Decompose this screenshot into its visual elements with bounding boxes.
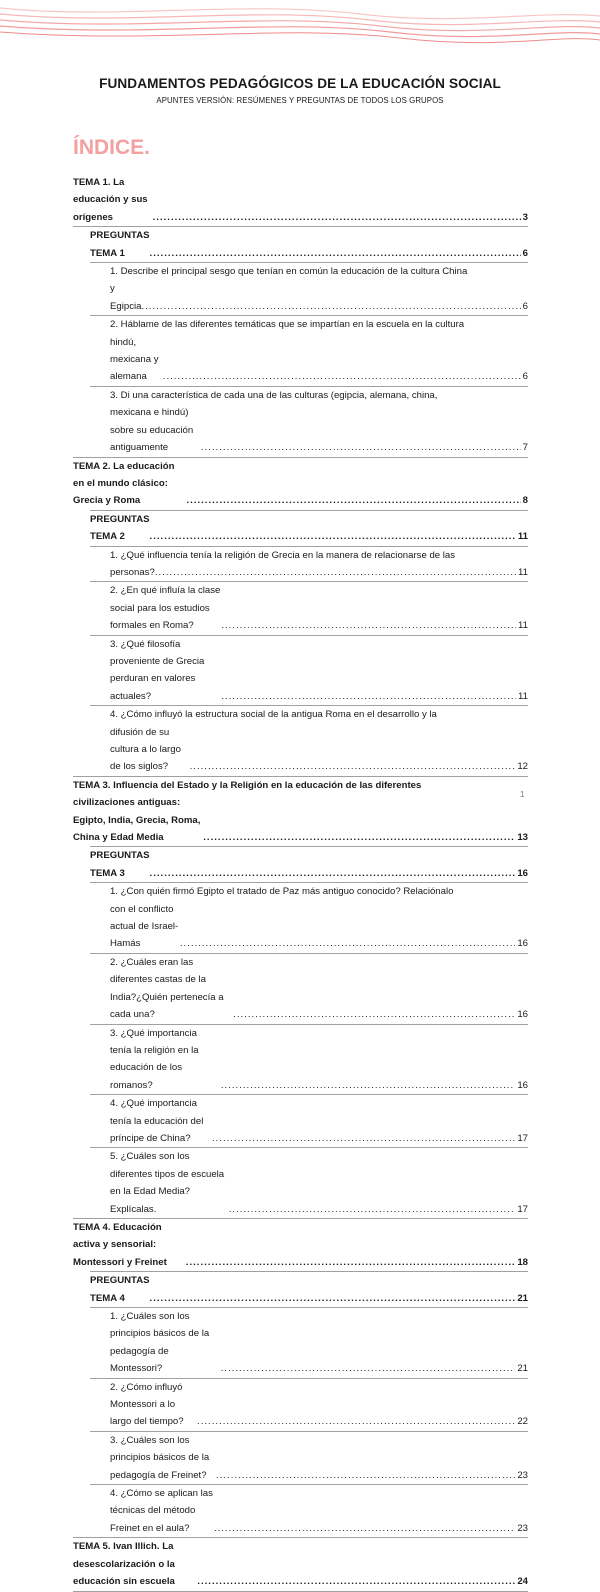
toc-entry-t4-q1[interactable]: 1. ¿Cuáles son los principios básicos de la pedagogía de Montessori? ..... 21 (73, 1308, 528, 1378)
toc-entry-tema-4[interactable]: TEMA 4. Educación activa y sensorial: Montessori y Freinet ..... 18 (73, 1219, 528, 1271)
toc-entry-preguntas-tema-2[interactable]: PREGUNTAS TEMA 2 ..... 11 (73, 511, 528, 546)
header-wave-decoration (0, 0, 600, 50)
toc-entry-tema-5[interactable]: TEMA 5. Ivan Illich. La desescolarización o la educación sin escuela ..... 24 (73, 1538, 528, 1590)
toc-entry-t3-q3[interactable]: 3. ¿Qué importancia tenía la religión en la educación de los romanos? ..... 16 (73, 1025, 528, 1095)
toc-entry-t4-q4[interactable]: 4. ¿Cómo se aplican las técnicas del método Freinet en el aula? ..... 23 (73, 1485, 528, 1537)
toc-entry-t2-q4[interactable]: 4. ¿Cómo influyó la estructura social de la antigua Roma en el desarrollo y la difusión de su cultura a lo largo de los siglos? ..... 12 (73, 706, 528, 776)
toc-entry-tema-3[interactable]: TEMA 3. Influencia del Estado y la Religión en la educación de las diferentes civilizaciones antiguas: Egipto, India, Grecia, Roma, China y Edad Media ..... 13 (73, 777, 528, 847)
document-subtitle: APUNTES VERSIÓN: RESÚMENES Y PREGUNTAS DE TODOS LOS GRUPOS (156, 96, 444, 105)
toc-entry-t3-q4[interactable]: 4. ¿Qué importancia tenía la educación del príncipe de China? ..... 17 (73, 1095, 528, 1147)
toc-entry-t2-q1[interactable]: 1. ¿Qué influencia tenía la religión de Grecia en la manera de relacionarse de las personas? ..... 11 (73, 547, 528, 582)
document-title: FUNDAMENTOS PEDAGÓGICOS DE LA EDUCACIÓN SOCIAL (99, 76, 501, 91)
toc-entry-t1-q1[interactable]: 1. Describe el principal sesgo que tenían en común la educación de la cultura China y Egipcia ..... 6 (73, 263, 528, 315)
toc-entry-t3-q1[interactable]: 1. ¿Con quién firmó Egipto el tratado de Paz más antiguo conocido? Relaciónalo con el conflicto actual de Israel-Hamás ..... 16 (73, 883, 528, 953)
table-of-contents (73, 174, 528, 1592)
toc-entry-t2-q3[interactable]: 3. ¿Qué filosofía proveniente de Grecia perduran en valores actuales? ..... 11 (73, 636, 528, 706)
toc-entry-t2-q2[interactable]: 2. ¿En qué influía la clase social para los estudios formales en Roma? ..... 11 (73, 582, 528, 634)
toc-entry-tema-1[interactable]: TEMA 1. La educación y sus orígenes ..... 3 (73, 174, 528, 226)
toc-entry-preguntas-tema-1[interactable]: PREGUNTAS TEMA 1 ..... 6 (73, 227, 528, 262)
toc-entry-t1-q3[interactable]: 3. Di una característica de cada una de las culturas (egipcia, alemana, china, mexicana e hindú) sobre su educación antiguamente ..... 7 (73, 387, 528, 457)
toc-entry-tema-2[interactable]: TEMA 2. La educación en el mundo clásico: Grecia y Roma ..... 8 (73, 458, 528, 510)
toc-entry-t1-q2[interactable]: 2. Háblame de las diferentes temáticas que se impartían en la escuela en la cultura hindú, mexicana y alemana ..... 6 (73, 316, 528, 386)
index-heading: ÍNDICE. (73, 136, 151, 159)
toc-entry-t3-q2[interactable]: 2. ¿Cuáles eran las diferentes castas de la India?¿Quién pertenecía a cada una? ..... 16 (73, 954, 528, 1024)
toc-entry-preguntas-tema-3[interactable]: PREGUNTAS TEMA 3 ..... 16 (73, 847, 528, 882)
toc-entry-t4-q2[interactable]: 2. ¿Cómo influyó Montessori a lo largo del tiempo? ..... 22 (73, 1379, 528, 1431)
toc-entry-t4-q3[interactable]: 3. ¿Cuáles son los principios básicos de la pedagogía de Freinet? ..... 23 (73, 1432, 528, 1484)
page-number: 1 (520, 790, 525, 799)
toc-entry-t3-q5[interactable]: 5. ¿Cuáles son los diferentes tipos de escuela en la Edad Media? Explícalas. ..... 17 (73, 1148, 528, 1218)
toc-entry-preguntas-tema-4[interactable]: PREGUNTAS TEMA 4 ..... 21 (73, 1272, 528, 1307)
